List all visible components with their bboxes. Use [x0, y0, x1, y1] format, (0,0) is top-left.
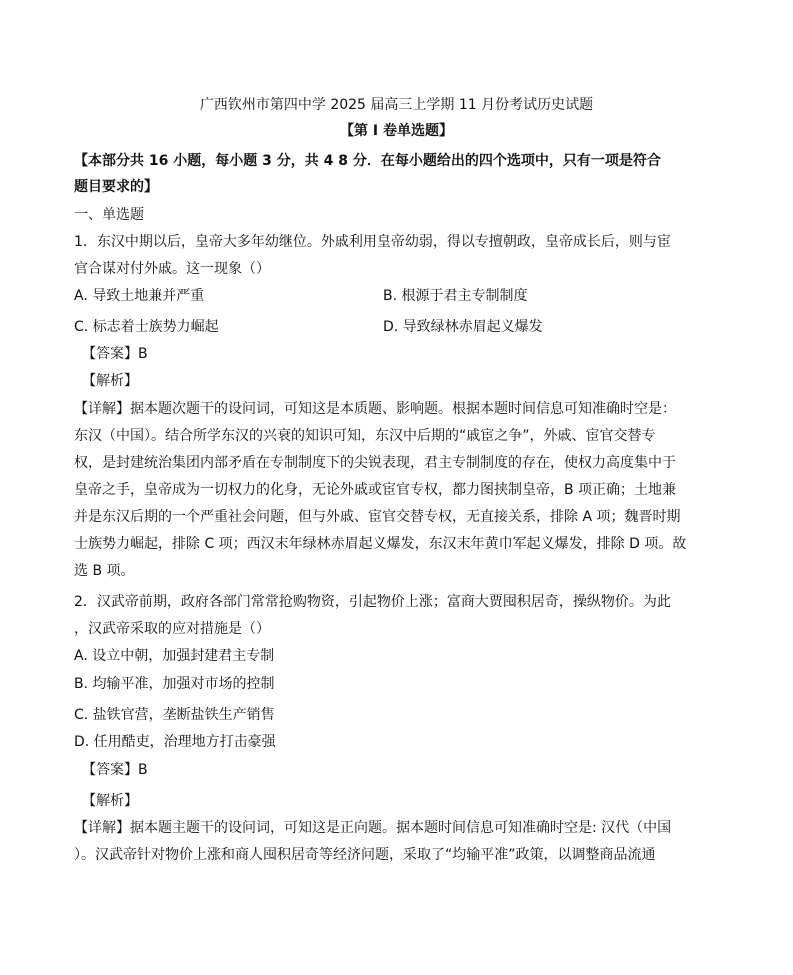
document-title: 广西钦州市第四中学 2025 届高三上学期 11 月份考试历史试题 [199, 97, 594, 113]
q1-option-d: D. 导致绿林赤眉起义爆发 [383, 319, 543, 335]
q1-detail-line-5: 并是东汉后期的一个严重社会问题，但与外戚、宦官交替专权，无直接关系，排除 A 项；魏晋时期 [74, 509, 681, 525]
q2-option-a: A. 设立中朝，加强封建君主专制 [74, 648, 275, 664]
section-header: 【第 I 卷单选题】 [340, 123, 453, 139]
q2-detail-line-1: 【详解】据本题主题干的设问词，可知这是正向题。据本题时间信息可知准确时空是: 汉代（中国 [74, 820, 672, 836]
q2-detail-line-2: ）。汉武帝针对物价上涨和商人囤积居奇等经济问题，采取了“均输平准”政策，以调整商品流通 [74, 847, 656, 863]
q2-analysis-label: 【解析】 [82, 793, 138, 809]
q1-detail-line-6: 士族势力崛起，排除 C 项；西汉末年绿林赤眉起义爆发，东汉末年黄巾军起义爆发，排除 D 项。故 [74, 536, 687, 552]
q1-option-c: C. 标志着士族势力崛起 [74, 319, 219, 335]
q1-detail-line-4: 皇帝之手，皇帝成为一切权力的化身，无论外戚或宦官专权，都力图挟制皇帝，B 项正确；土地兼 [74, 482, 677, 498]
instructions-line-2: 题目要求的】 [74, 179, 158, 195]
q2-option-c: C. 盐铁官营，垄断盐铁生产销售 [74, 707, 275, 723]
q1-option-a: A. 导致土地兼并严重 [74, 288, 205, 304]
q1-detail-line-2: 东汉（中国）。结合所学东汉的兴衰的知识可知，东汉中后期的“戚宦之争”，外戚、宦官交替专 [74, 428, 656, 444]
q2-option-b: B. 均输平准，加强对市场的控制 [74, 676, 275, 692]
q1-stem-line-1: 1．东汉中期以后，皇帝大多年幼继位。外戚利用皇帝幼弱，得以专擅朝政，皇帝成长后，则与宦 [74, 234, 671, 250]
q2-stem-line-2: ，汉武帝采取的应对措施是（） [74, 621, 270, 637]
q1-detail-line-7: 选 B 项。 [74, 563, 135, 579]
q2-option-d: D. 任用酷吏，治理地方打击豪强 [74, 734, 276, 750]
instructions-line-1: 【本部分共 16 小题，每小题 3 分，共 4 8 分．在每小题给出的四个选项中，只有一项是符合 [74, 153, 661, 169]
q1-detail-line-3: 权，是封建统治集团内部矛盾在专制制度下的尖锐表现，君主专制制度的存在，使权力高度集中于 [74, 455, 676, 471]
q1-answer: 【答案】B [82, 346, 148, 362]
q1-option-b: B. 根源于君主专制制度 [383, 288, 528, 304]
q1-detail-line-1: 【详解】据本题次题干的设问词，可知这是本质题、影响题。根据本题时间信息可知准确时空是： [74, 401, 676, 417]
q2-answer: 【答案】B [82, 762, 148, 778]
q2-stem-line-1: 2．汉武帝前期，政府各部门常常抢购物资，引起物价上涨；富商大贾囤积居奇，操纵物价。为此 [74, 594, 671, 610]
q1-analysis-label: 【解析】 [82, 373, 138, 389]
part-label: 一、单选题 [74, 207, 144, 223]
q1-stem-line-2: 官合谋对付外戚。这一现象（） [74, 261, 270, 277]
